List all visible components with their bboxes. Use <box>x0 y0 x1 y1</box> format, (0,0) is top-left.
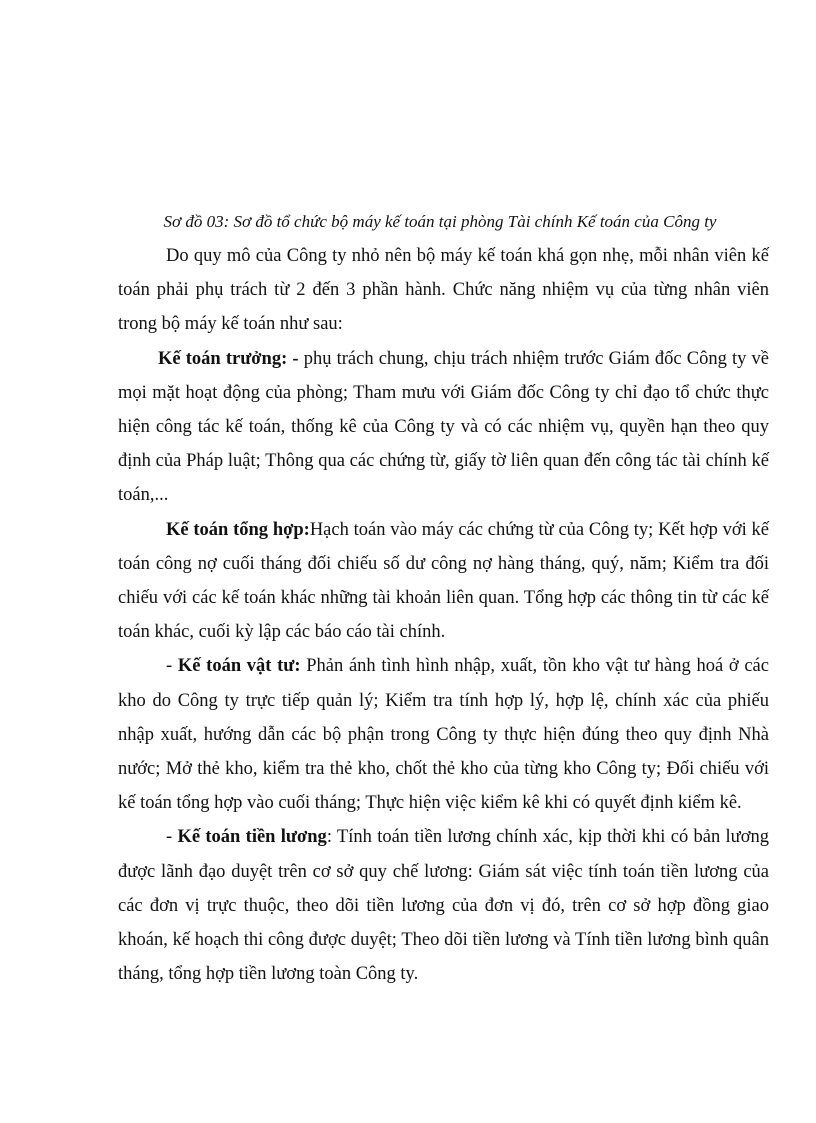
chief-accountant-paragraph <box>118 342 769 513</box>
materials-accountant-paragraph <box>118 649 769 820</box>
materials-accountant-lead: Kế toán vật tư: <box>177 656 301 677</box>
intro-text: Do quy mô của Công ty nhỏ nên bộ máy kế toán khá gọn nhẹ, mỗi nhân viên kế toán phải phụ trách từ 2 đến 3 phần hành. Chức năng nhiệm vụ của từng nhân viên trong bộ máy kế toán như sau: <box>118 246 769 335</box>
payroll-accountant-lead: Kế toán tiền lương <box>177 827 327 848</box>
general-accountant-text: Hạch toán vào máy các chứng từ của Công ty; Kết hợp với kế toán công nợ cuối tháng đối chiếu số dư công nợ hàng tháng, quý, năm; Kiểm tra đối chiếu với các kế toán khác những tài khoản liên quan. Tổng hợp các thông tin từ các kế toán khác, cuối kỳ lập các báo cáo tài chính. <box>118 519 770 643</box>
figure-caption: Sơ đồ 03: Sơ đồ tổ chức bộ máy kế toán tại phòng Tài chính Kế toán của Công ty <box>163 212 717 231</box>
materials-accountant-text: Phản ánh tình hình nhập, xuất, tồn kho vật tư hàng hoá ở các kho do Công ty trực tiếp quản lý; Kiểm tra tính hợp lý, hợp lệ, chính xác của phiếu nhập xuất, hướng dẫn các bộ phận trong Công ty thực hiện đúng theo quy định Nhà nước; Mở thẻ kho, kiểm tra thẻ kho, chốt thẻ kho của từng kho Công ty; Đối chiếu với kế toán tổng hợp vào cuối tháng; Thực hiện việc kiểm kê khi có quyết định kiểm kê. <box>118 656 769 814</box>
payroll-accountant-paragraph <box>118 820 769 991</box>
general-accountant-lead: Kế toán tổng hợp: <box>166 519 310 540</box>
chief-accountant-text: phụ trách chung, chịu trách nhiệm trước Giám đốc Công ty về mọi mặt hoạt động của phòng; Tham mưu với Giám đốc Công ty chỉ đạo tổ chức thực hiện công tác kế toán, thống kê của Công ty và có các nhiệm vụ, quyền hạn theo quy định của Pháp luật; Thông qua các chứng từ, giấy tờ liên quan đến công tác tài chính kế toán,... <box>118 348 769 506</box>
payroll-accountant-prefix: - <box>166 827 178 848</box>
document-body <box>118 239 769 991</box>
materials-accountant-prefix: - <box>166 656 178 677</box>
intro-paragraph <box>118 239 769 342</box>
payroll-accountant-text: : Tính toán tiền lương chính xác, kịp thời khi có bản lương được lãnh đạo duyệt trên cơ sở quy chế lương: Giám sát việc tính toán tiền lương của các đơn vị trực thuộc, theo dõi tiền lương của đơn vị đó, trên cơ sở hợp đồng giao khoán, kế hoạch thi công được duyệt; Theo dõi tiền lương và Tính tiền lương bình quân tháng, tổng hợp tiền lương toàn Công ty. <box>118 827 769 985</box>
general-accountant-paragraph <box>118 513 769 650</box>
chief-accountant-lead: Kế toán trưởng: - <box>158 348 299 369</box>
